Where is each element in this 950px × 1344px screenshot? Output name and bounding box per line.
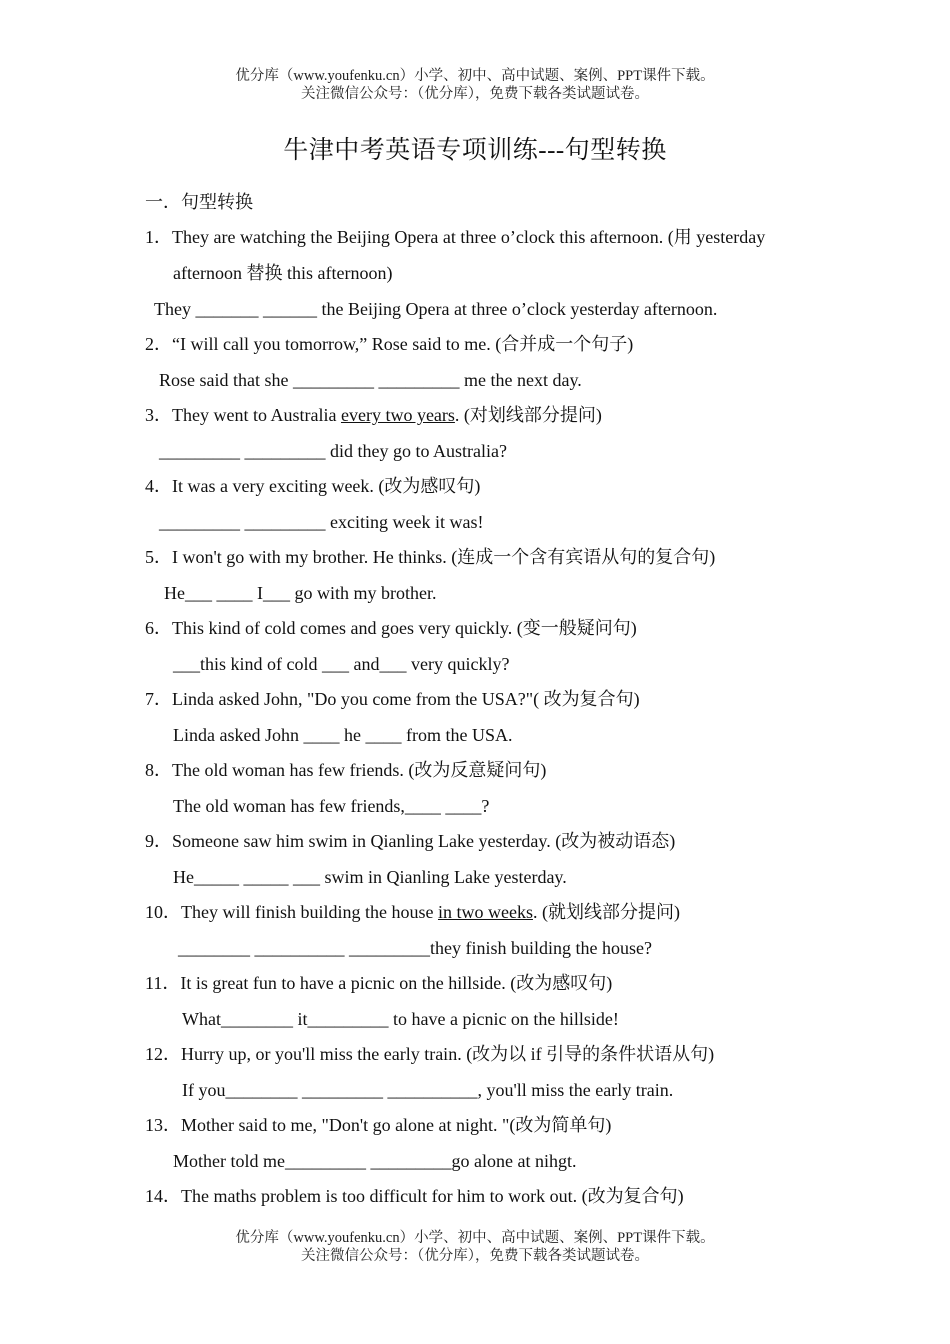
- question-text: This kind of cold comes and goes very quickly. (变一般疑问句): [172, 618, 637, 638]
- question-text: “I will call you tomorrow,” Rose said to me. (合并成一个句子): [172, 334, 634, 354]
- question-1: [145, 225, 765, 249]
- answer-line-5: He___ ____ I___ go with my brother.: [164, 583, 437, 603]
- answer-line-7: Linda asked John ____ he ____ from the USA.: [173, 725, 513, 745]
- answer-line-13: Mother told me_________ _________go alone at nihgt.: [173, 1151, 577, 1171]
- question-number: 8．: [145, 760, 172, 780]
- question-12: [145, 1042, 714, 1066]
- header-line-1: 优分库（www.youfenku.cn）小学、初中、高中试题、案例、PPT课件下载。: [235, 68, 715, 84]
- question-13: [145, 1113, 611, 1137]
- question-number: 10．: [145, 902, 181, 922]
- page-header: [0, 67, 950, 103]
- question-number: 3．: [145, 405, 172, 425]
- question-text: The old woman has few friends. (改为反意疑问句): [172, 760, 547, 780]
- question-5: [145, 545, 715, 569]
- question-2: [145, 332, 633, 356]
- question-1-continued: afternoon 替换 this afternoon): [173, 263, 393, 283]
- answer-line-2: Rose said that she _________ _________ me the next day.: [159, 370, 582, 390]
- question-text: Someone saw him swim in Qianling Lake yesterday. (改为被动语态): [172, 831, 676, 851]
- question-number: 5．: [145, 547, 172, 567]
- question-text: It was a very exciting week. (改为感叹句): [172, 476, 481, 496]
- question-6: [145, 616, 637, 640]
- question-text: Mother said to me, "Don't go alone at night. "(改为简单句): [181, 1115, 612, 1135]
- answer-line-4: _________ _________ exciting week it was!: [159, 512, 484, 532]
- underlined-phrase: in two weeks: [437, 902, 533, 922]
- question-number: 6．: [145, 618, 172, 638]
- question-7: [145, 687, 640, 711]
- question-number: 13．: [145, 1115, 181, 1135]
- question-text: It is great fun to have a picnic on the hillside. (改为感叹句): [180, 973, 613, 993]
- question-number: 11．: [145, 973, 181, 993]
- question-14: [145, 1184, 684, 1208]
- question-text: They are watching the Beijing Opera at three o’clock this afternoon. (用 yesterday: [172, 227, 766, 247]
- page-footer: [0, 1229, 950, 1265]
- footer-line-1: 优分库（www.youfenku.cn）小学、初中、高中试题、案例、PPT课件下载。: [235, 1230, 715, 1246]
- question-4: [145, 474, 480, 498]
- question-instruction: . (对划线部分提问): [454, 405, 602, 425]
- question-number: 1．: [145, 227, 172, 247]
- answer-line-12: If you________ _________ __________, you'll miss the early train.: [182, 1080, 674, 1100]
- section-heading: 一．句型转换: [145, 192, 253, 212]
- question-3: [145, 403, 602, 427]
- question-number: 4．: [145, 476, 172, 496]
- answer-line-6: ___this kind of cold ___ and___ very quickly?: [173, 654, 510, 674]
- answer-line-8: The old woman has few friends,____ ____?: [173, 796, 490, 816]
- question-text: They went to Australia: [172, 405, 341, 425]
- answer-line-1: They _______ ______ the Beijing Opera at three o’clock yesterday afternoon.: [154, 299, 718, 319]
- question-text: I won't go with my brother. He thinks. (连成一个含有宾语从句的复合句): [172, 547, 716, 567]
- question-number: 14．: [145, 1186, 181, 1206]
- question-text: They will finish building the house: [181, 902, 438, 922]
- header-line-2: 关注微信公众号：（优分库），免费下载各类试题试卷。: [301, 86, 649, 102]
- underlined-phrase: every two years: [340, 405, 455, 425]
- question-text: Linda asked John, "Do you come from the USA?"( 改为复合句): [172, 689, 640, 709]
- footer-line-2: 关注微信公众号：（优分库），免费下载各类试题试卷。: [301, 1248, 649, 1264]
- question-11: [145, 971, 612, 995]
- answer-line-10: ________ __________ _________they finish building the house?: [178, 938, 652, 958]
- question-text: Hurry up, or you'll miss the early train. (改为以 if 引导的条件状语从句): [181, 1044, 715, 1064]
- question-number: 12．: [145, 1044, 181, 1064]
- question-9: [145, 829, 675, 853]
- question-10: [145, 900, 680, 924]
- page-title: 牛津中考英语专项训练---句型转换: [283, 137, 667, 164]
- question-text: The maths problem is too difficult for him to work out. (改为复合句): [181, 1186, 684, 1206]
- question-8: [145, 758, 546, 782]
- question-number: 9．: [145, 831, 172, 851]
- answer-line-3: _________ _________ did they go to Australia?: [159, 441, 507, 461]
- answer-line-9: He_____ _____ ___ swim in Qianling Lake yesterday.: [173, 867, 567, 887]
- question-instruction: . (就划线部分提问): [532, 902, 680, 922]
- question-number: 2．: [145, 334, 172, 354]
- answer-line-11: What________ it_________ to have a picnic on the hillside!: [182, 1009, 619, 1029]
- question-number: 7．: [145, 689, 172, 709]
